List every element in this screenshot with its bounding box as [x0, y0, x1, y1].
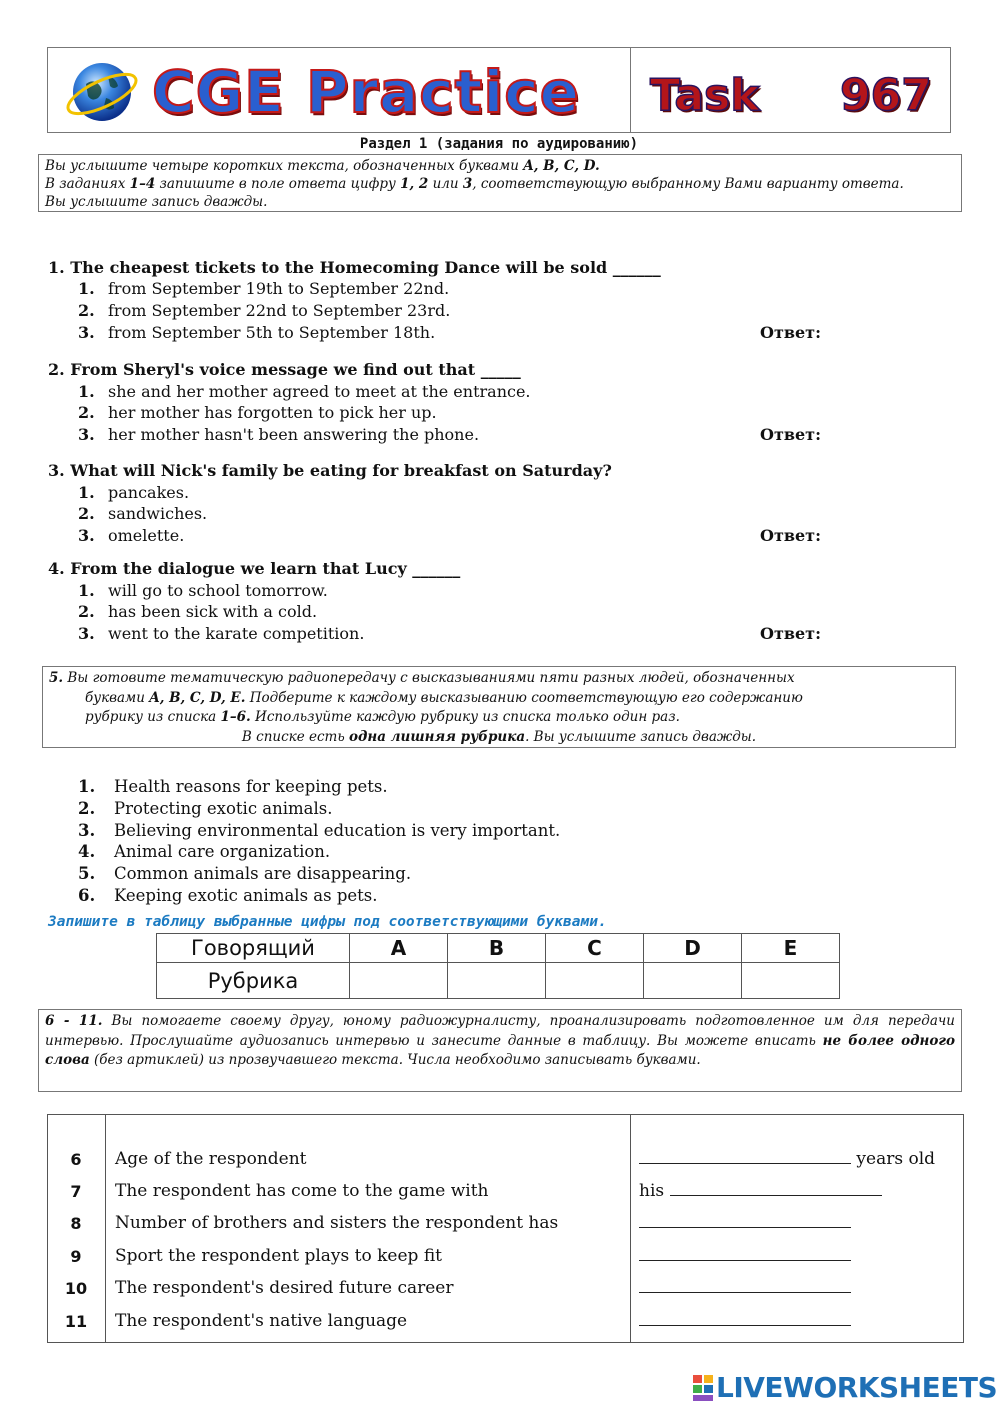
instr-text: (без артиклей) из прозвучавшего текста. Числа необходимо записывать буквами.: [89, 1052, 701, 1068]
question-2-option-3[interactable]: [78, 425, 479, 444]
row-number: 11: [64, 1312, 88, 1331]
question-3-option-3[interactable]: [78, 526, 184, 545]
option-number: 1.: [78, 382, 95, 401]
question-3-option-1[interactable]: [78, 483, 189, 502]
row-label: The respondent's native language: [115, 1311, 408, 1331]
question-4-option-1[interactable]: [78, 581, 328, 600]
instr-text: , соответствующую выбранному Вами варианту ответа.: [472, 176, 904, 192]
question-4-option-3[interactable]: [78, 624, 364, 643]
rubric-number: 4.: [78, 842, 96, 861]
option-text: from September 19th to September 22nd.: [108, 279, 450, 298]
option-text: her mother hasn't been answering the phone.: [108, 425, 480, 444]
option-text: she and her mother agreed to meet at the entrance.: [108, 382, 531, 401]
rubric-label: Рубрика: [157, 963, 350, 999]
rubric-number: 2.: [78, 799, 96, 818]
rubric-text: Believing environmental education is very important.: [114, 821, 561, 840]
liveworksheets-icon: [692, 1373, 714, 1403]
row-number: 8: [70, 1214, 82, 1233]
question-1-option-1[interactable]: [78, 279, 449, 298]
rubric-item: [78, 864, 411, 883]
rubric-item: [78, 821, 560, 840]
row-label: Age of the respondent: [115, 1149, 307, 1169]
option-text: has been sick with a cold.: [108, 602, 318, 621]
instr-bold: A, B, C, D, E.: [149, 689, 246, 706]
instructions-box-6-11: [38, 1009, 962, 1092]
answer-blank[interactable]: [639, 1278, 851, 1293]
option-number: 2.: [78, 602, 95, 621]
answer-label-2: Ответ:: [760, 425, 821, 444]
task-label: Task: [650, 70, 760, 121]
option-number: 2.: [78, 301, 95, 320]
option-text: sandwiches.: [108, 504, 208, 523]
option-number: 2.: [78, 403, 95, 422]
option-number: 2.: [78, 504, 95, 523]
option-number: 3.: [78, 425, 95, 444]
rubric-number: 5.: [78, 864, 96, 883]
answer-suffix: years old: [851, 1149, 936, 1169]
instr-bold: 1, 2: [400, 176, 429, 192]
answer-label-4: Ответ:: [760, 624, 821, 643]
option-text: omelette.: [108, 526, 185, 545]
row-label: Sport the respondent plays to keep fit: [115, 1246, 443, 1266]
row-answer-7[interactable]: [639, 1181, 882, 1201]
rubric-text: Keeping exotic animals as pets.: [114, 886, 378, 905]
instr-text: рубрику из списка: [85, 709, 221, 725]
rubric-number: 3.: [78, 821, 96, 840]
question-1-option-3[interactable]: [78, 323, 435, 342]
answer-cell-d[interactable]: [644, 963, 742, 999]
instr-text: В списке есть: [241, 728, 349, 745]
speaker-letter-e: E: [742, 934, 840, 963]
rubric-text: Common animals are disappearing.: [114, 864, 412, 883]
option-text: pancakes.: [108, 483, 190, 502]
table-instruction-note: Запишите в таблицу выбранные цифры под соответствующими буквами.: [48, 914, 607, 930]
row-answer-9[interactable]: [639, 1246, 851, 1266]
instr-text: буквами: [85, 689, 150, 706]
instr-text: запишите в поле ответа цифру: [155, 176, 401, 192]
matching-table: [156, 933, 840, 999]
rubric-text: Health reasons for keeping pets.: [114, 777, 388, 796]
instr-text: Используйте каждую рубрику из списка только один раз.: [250, 709, 680, 725]
question-2-option-1[interactable]: [78, 382, 531, 401]
speaker-letter-b: B: [448, 934, 546, 963]
instr-text: Вы услышите четыре коротких текста, обозначенных буквами: [45, 158, 524, 174]
rubric-number: 6.: [78, 886, 96, 905]
rubric-item: [78, 799, 333, 818]
answer-label-3: Ответ:: [760, 526, 821, 545]
instr-bold: 6 - 11.: [45, 1013, 103, 1029]
row-number: 7: [70, 1182, 82, 1201]
row-answer-11[interactable]: [639, 1311, 851, 1331]
speaker-letter-a: A: [350, 934, 448, 963]
answer-label-1: Ответ:: [760, 323, 821, 342]
answer-blank[interactable]: [670, 1181, 882, 1196]
question-1-option-2[interactable]: [78, 301, 450, 320]
rubric-number: 1.: [78, 777, 96, 796]
row-label: The respondent's desired future career: [115, 1278, 454, 1298]
instr-bold: 1–4: [129, 176, 156, 192]
rubric-item: [78, 842, 330, 861]
question-2-title: 2. From Sheryl's voice message we find out that _____: [48, 360, 521, 379]
instr-bold: одна лишняя рубрика: [348, 728, 526, 745]
instr-text: или: [428, 176, 463, 192]
liveworksheets-text: LIVEWORKSHEETS: [716, 1371, 998, 1404]
option-number: 3.: [78, 323, 95, 342]
question-3-title: 3. What will Nick's family be eating for breakfast on Saturday?: [48, 461, 612, 480]
option-number: 1.: [78, 483, 95, 502]
answer-cell-e[interactable]: [742, 963, 840, 999]
option-number: 1.: [78, 279, 95, 298]
option-number: 3.: [78, 624, 95, 643]
instr-text: Вы помогаете своему другу, юному радиожурналисту, проанализировать подготовленное им для передачи интервью. Прослушайте аудиозапись интервью и занесите данные в таблицу. Вы можете вписать: [45, 1013, 956, 1049]
answer-blank[interactable]: [639, 1149, 851, 1164]
row-label: The respondent has come to the game with: [115, 1181, 489, 1201]
option-text: went to the karate competition.: [108, 624, 365, 643]
row-number: 6: [70, 1150, 82, 1169]
logo-text: CGE Practice: [152, 58, 580, 126]
answer-prefix: his: [639, 1181, 670, 1201]
rubric-item: [78, 777, 388, 796]
instructions-box-5: [42, 666, 956, 748]
instr-bold: 1–6.: [220, 709, 251, 725]
question-4-option-2[interactable]: [78, 602, 317, 621]
rubric-text: Animal care organization.: [114, 842, 331, 861]
question-1-title: 1. The cheapest tickets to the Homecoming Dance will be sold ______: [48, 258, 661, 277]
answer-cell-c[interactable]: [546, 963, 644, 999]
row-answer-8[interactable]: [639, 1213, 851, 1233]
header-divider: [630, 47, 631, 133]
instr-bold: 3: [462, 176, 473, 192]
answer-cell-b[interactable]: [448, 963, 546, 999]
instr-text: В заданиях: [45, 176, 130, 192]
table-divider: [105, 1114, 106, 1343]
section-title: Раздел 1 (задания по аудированию): [359, 136, 639, 152]
speaker-label: Говорящий: [157, 934, 350, 963]
instr-text: Вы услышите запись дважды.: [45, 194, 268, 210]
option-text: her mother has forgotten to pick her up.: [108, 403, 437, 422]
table-divider: [630, 1114, 631, 1343]
rubric-item: [78, 886, 378, 905]
option-text: from September 5th to September 18th.: [108, 323, 436, 342]
question-2-option-2[interactable]: [78, 403, 437, 422]
question-3-option-2[interactable]: [78, 504, 207, 523]
option-text: from September 22nd to September 23rd.: [108, 301, 451, 320]
instr-text: . Вы услышите запись дважды.: [525, 728, 757, 745]
row-answer-10[interactable]: [639, 1278, 851, 1298]
instructions-box-1: [38, 154, 962, 212]
instr-text: Вы готовите тематическую радиопередачу с высказываниями пяти разных людей, обозначенных: [63, 670, 795, 686]
answer-blank[interactable]: [639, 1311, 851, 1326]
rubric-text: Protecting exotic animals.: [114, 799, 333, 818]
option-number: 3.: [78, 526, 95, 545]
instr-text: Подберите к каждому высказыванию соответствующую его содержанию: [245, 689, 803, 706]
speaker-letter-c: C: [546, 934, 644, 963]
row-number: 10: [64, 1279, 88, 1298]
option-text: will go to school tomorrow.: [108, 581, 328, 600]
instr-bold: не более одного слова: [45, 1032, 955, 1068]
question-4-title: 4. From the dialogue we learn that Lucy ______: [48, 559, 461, 578]
globe-logo-icon: [62, 54, 140, 126]
answer-blank[interactable]: [639, 1213, 851, 1228]
option-number: 1.: [78, 581, 95, 600]
liveworksheets-logo[interactable]: [692, 1371, 997, 1404]
instr-bold: A, B, C, D.: [523, 158, 600, 174]
answer-blank[interactable]: [639, 1246, 851, 1261]
row-label: Number of brothers and sisters the respondent has: [115, 1213, 559, 1233]
row-answer-6[interactable]: [639, 1149, 935, 1169]
speaker-letter-d: D: [644, 934, 742, 963]
task-number: 967: [840, 70, 932, 121]
answer-cell-a[interactable]: [350, 963, 448, 999]
instr-bold: 5.: [49, 670, 64, 686]
row-number: 9: [70, 1247, 82, 1266]
